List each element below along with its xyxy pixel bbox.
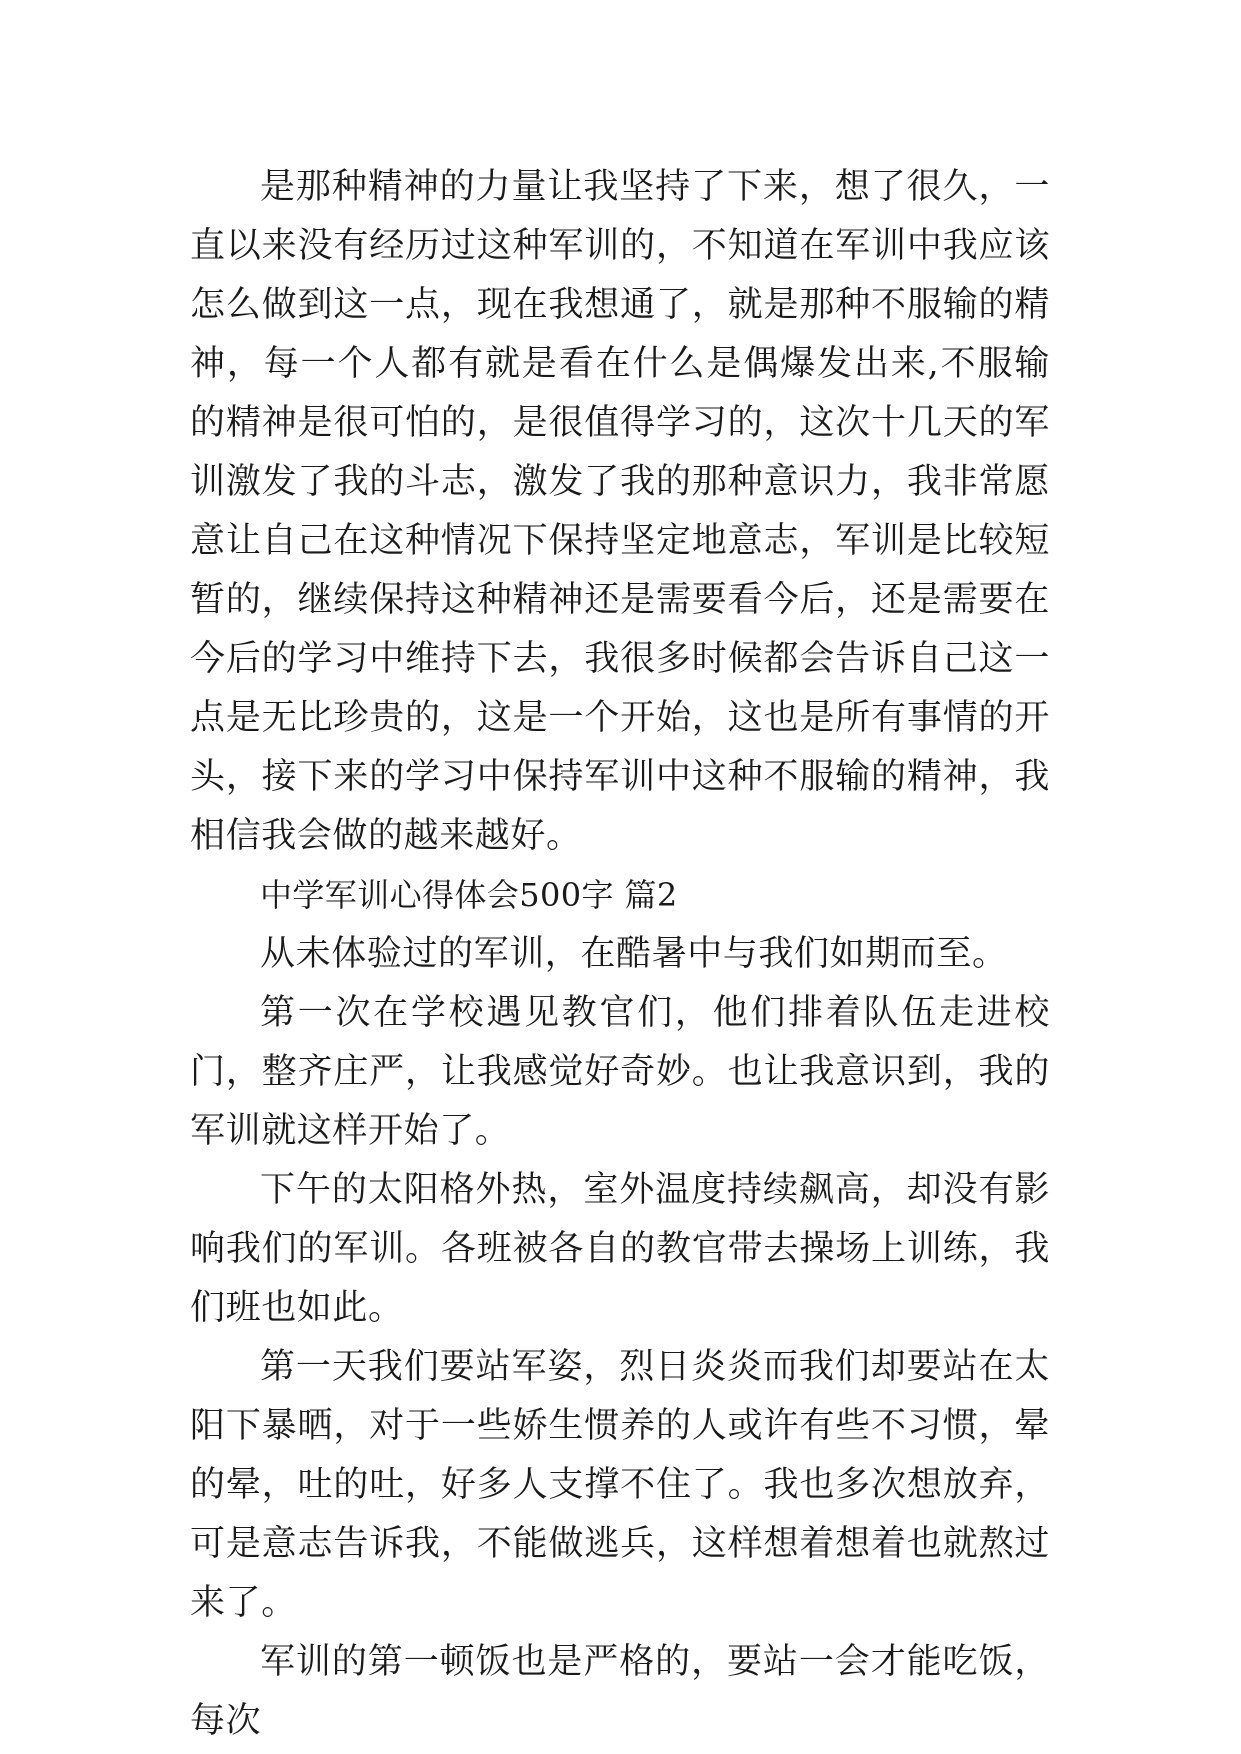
paragraph: 第一天我们要站军姿，烈日炎炎而我们却要站在太阳下暴晒，对于一些娇生惯养的人或许有些不习惯，晕的晕，吐的吐，好多人支撑不住了。我也多次想放弃，可是意志告诉我，不能做逃兵，这样想着想着也就熬过来了。 (190, 1347, 1050, 1623)
section-heading: 中学军训心得体会500字 篇2 (260, 876, 678, 914)
document-body (190, 158, 1050, 1751)
paragraph: 下午的太阳格外热，室外温度持续飙高，却没有影响我们的军训。各班被各自的教官带去操场上训练，我们班也如此。 (190, 1170, 1050, 1328)
paragraph: 军训的第一顿饭也是严格的，要站一会才能吃饭，每次 (190, 1642, 1050, 1741)
paragraph: 是那种精神的力量让我坚持了下来，想了很久，一直以来没有经历过这种军训的，不知道在军训中我应该怎么做到这一点，现在我想通了，就是那种不服输的精神，每一个人都有就是看在什么是偶爆发出来,不服输的精神是很可怕的，是很值得学习的，这次十几天的军训激发了我的斗志，激发了我的那种意识力，我非常愿意让自己在这种情况下保持坚定地意志，军训是比较短暂的，继续保持这种精神还是需要看今后，还是需要在今后的学习中维持下去，我很多时候都会告诉自己这一点是无比珍贵的，这是一个开始，这也是所有事情的开头，接下来的学习中保持军训中这种不服输的精神，我相信我会做的越来越好。 (190, 167, 1050, 856)
paragraph: 从未体验过的军训，在酷暑中与我们如期而至。 (260, 934, 1008, 974)
paragraph: 第一次在学校遇见教官们，他们排着队伍走进校门，整齐庄严，让我感觉好奇妙。也让我意识到，我的军训就这样开始了。 (190, 993, 1050, 1151)
